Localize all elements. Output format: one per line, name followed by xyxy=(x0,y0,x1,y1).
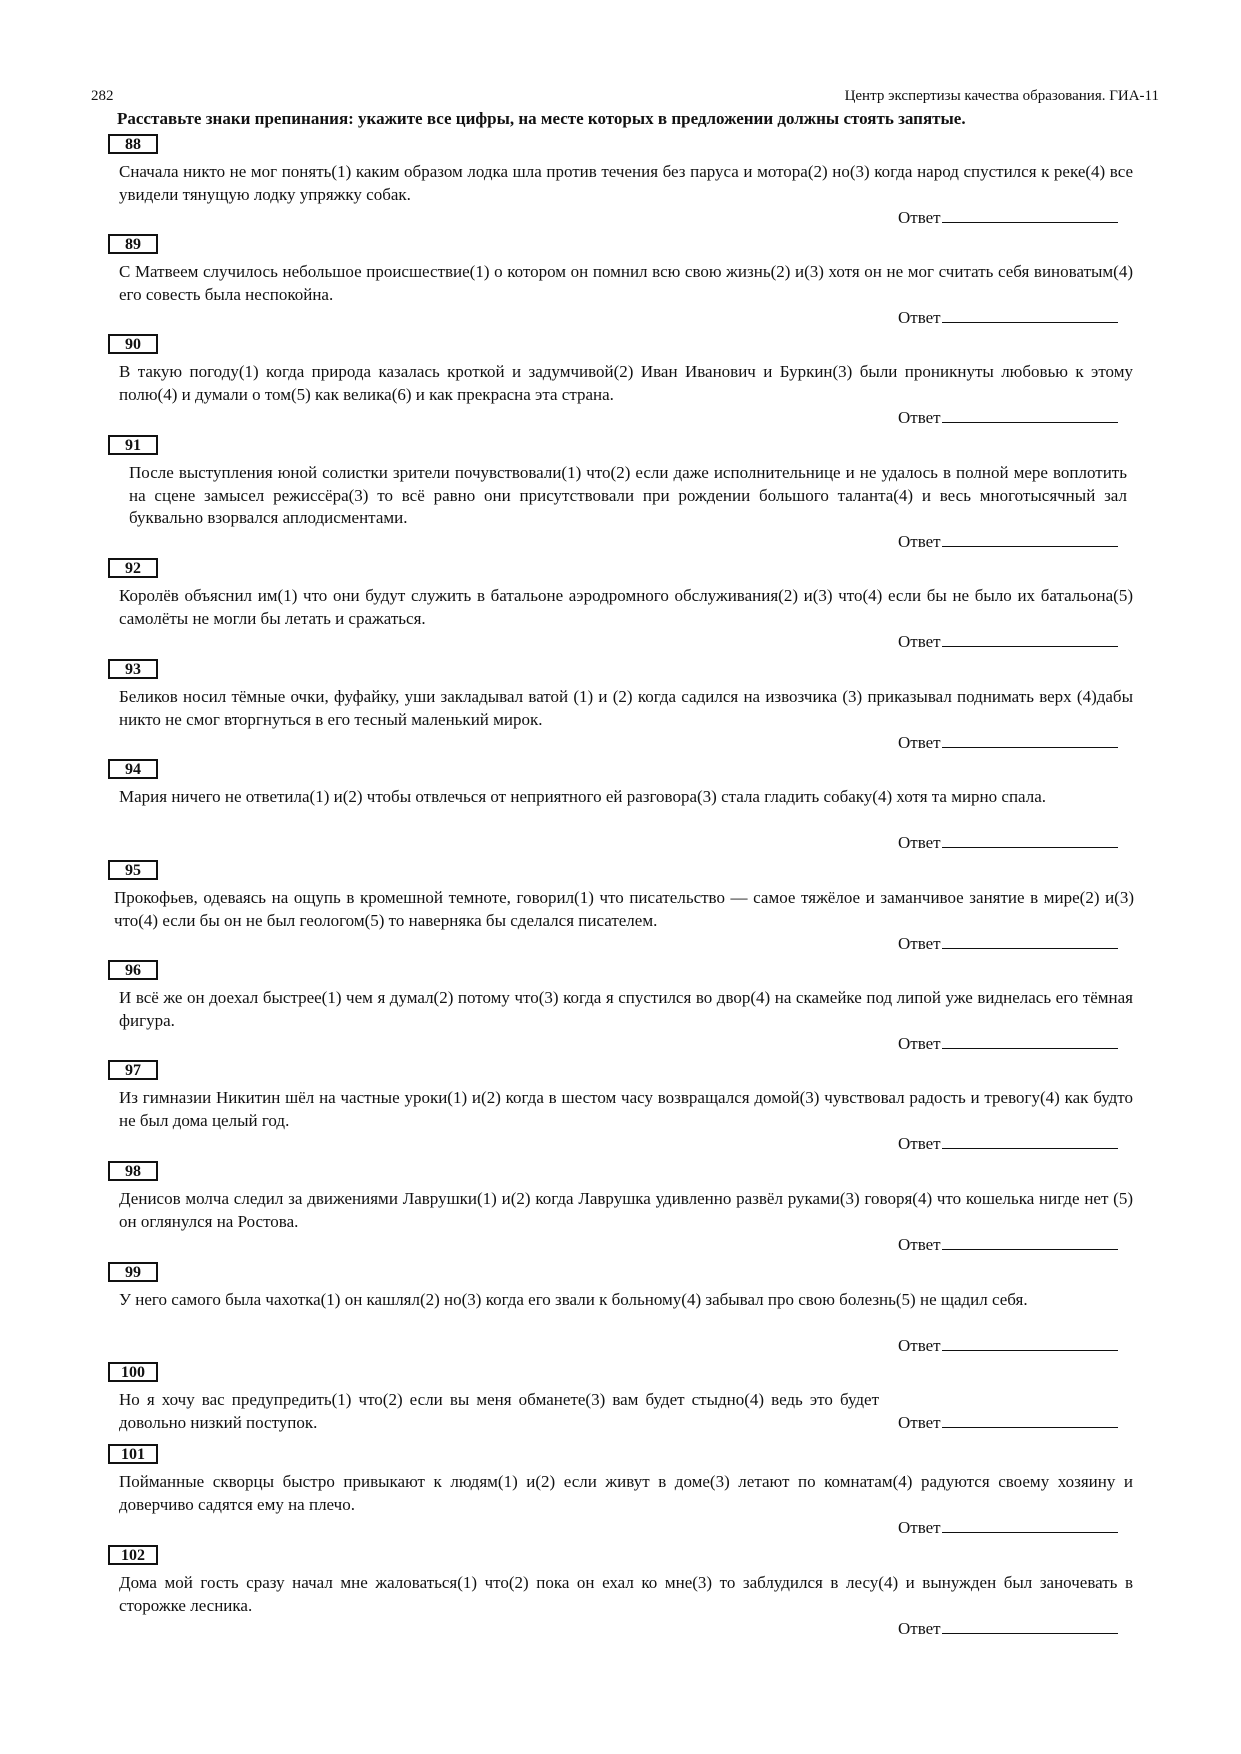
answer-label: Ответ xyxy=(898,1619,941,1638)
answer-line[interactable] xyxy=(942,1517,1118,1533)
answer-line[interactable] xyxy=(942,631,1118,647)
answer-field[interactable] xyxy=(898,531,1118,552)
task-text: Дома мой гость сразу начал мне жаловаться(1) что(2) пока он ехал ко мне(3) то заблудился в лесу(4) и вынужден был заночевать в сторожке лесника. xyxy=(119,1573,1133,1615)
task-number-box: 101 xyxy=(108,1444,158,1464)
answer-label: Ответ xyxy=(898,833,941,852)
running-header: Центр экспертизы качества образования. ГИА-11 xyxy=(844,88,1159,104)
answer-line[interactable] xyxy=(942,1033,1118,1049)
answer-label: Ответ xyxy=(898,1134,941,1153)
answer-field[interactable] xyxy=(898,1412,1118,1433)
task-text: Но я хочу вас предупредить(1) что(2) если вы меня обманете(3) вам будет стыдно(4) ведь это будет довольно низкий поступок. xyxy=(119,1390,879,1432)
task-text: Денисов молча следил за движениями Лаврушки(1) и(2) когда Лаврушка удивленно развёл руками(3) говоря(4) что кошелька нигде нет (5) он оглянулся на Ростова. xyxy=(119,1189,1133,1231)
answer-line[interactable] xyxy=(942,1133,1118,1149)
answer-field[interactable] xyxy=(898,631,1118,652)
answer-label: Ответ xyxy=(898,1034,941,1053)
answer-field[interactable] xyxy=(898,1234,1118,1255)
task-number-box: 91 xyxy=(108,435,158,455)
answer-line[interactable] xyxy=(942,1412,1118,1428)
answer-label: Ответ xyxy=(898,733,941,752)
answer-label: Ответ xyxy=(898,934,941,953)
answer-line[interactable] xyxy=(942,1234,1118,1250)
answer-field[interactable] xyxy=(898,832,1118,853)
answer-label: Ответ xyxy=(898,632,941,651)
answer-label: Ответ xyxy=(898,308,941,327)
answer-label: Ответ xyxy=(898,532,941,551)
answer-label: Ответ xyxy=(898,408,941,427)
task-number-box: 90 xyxy=(108,334,158,354)
task-number-box: 89 xyxy=(108,234,158,254)
task-text: Прокофьев, одеваясь на ощупь в кромешной темноте, говорил(1) что писательство — самое тяжёлое и заманчивое занятие в мире(2) и(3) что(4) если бы он не был геологом(5) то наверняка бы сделался писателем. xyxy=(114,888,1134,930)
answer-line[interactable] xyxy=(942,531,1118,547)
answer-field[interactable] xyxy=(898,307,1118,328)
task-number-box: 96 xyxy=(108,960,158,980)
task-number-box: 102 xyxy=(108,1545,158,1565)
answer-line[interactable] xyxy=(942,307,1118,323)
answer-label: Ответ xyxy=(898,208,941,227)
answer-line[interactable] xyxy=(942,1335,1118,1351)
task-text: Сначала никто не мог понять(1) каким образом лодка шла против течения без паруса и мотора(2) но(3) когда народ спустился к реке(4) все увидели тянущую лодку упряжку собак. xyxy=(119,162,1133,204)
task-text: После выступления юной солистки зрители почувствовали(1) что(2) если даже исполнительнице и не удалось в полной мере воплотить на сцене замысел режиссёра(3) то всё равно они присутствовали при рождении большого таланта(4) и весь многотысячный зал буквально взорвался аплодисментами. xyxy=(129,463,1127,527)
task-text: И всё же он доехал быстрее(1) чем я думал(2) потому что(3) когда я спустился во двор(4) на скамейке под липой уже виднелась его тёмная фигура. xyxy=(119,988,1133,1030)
task-text: Мария ничего не ответила(1) и(2) чтобы отвлечься от неприятного ей разговора(3) стала гладить собаку(4) хотя та мирно спала. xyxy=(119,787,1047,806)
answer-field[interactable] xyxy=(898,207,1118,228)
answer-line[interactable] xyxy=(942,933,1118,949)
answer-label: Ответ xyxy=(898,1413,941,1432)
task-number-box: 95 xyxy=(108,860,158,880)
answer-line[interactable] xyxy=(942,1618,1118,1634)
task-text: Из гимназии Никитин шёл на частные уроки(1) и(2) когда в шестом часу возвращался домой(3) чувствовал радость и тревогу(4) как будто не был дома целый год. xyxy=(119,1088,1133,1130)
instruction-heading: Расставьте знаки препинания: укажите все цифры, на месте которых в предложении должны стоять запятые. xyxy=(117,109,966,128)
answer-label: Ответ xyxy=(898,1235,941,1254)
answer-line[interactable] xyxy=(942,732,1118,748)
answer-line[interactable] xyxy=(942,207,1118,223)
answer-label: Ответ xyxy=(898,1336,941,1355)
page-number: 282 xyxy=(91,88,114,104)
answer-field[interactable] xyxy=(898,732,1118,753)
task-number-box: 92 xyxy=(108,558,158,578)
task-text: У него самого была чахотка(1) он кашлял(2) но(3) когда его звали к больному(4) забывал про свою болезнь(5) не щадил себя. xyxy=(119,1290,1028,1309)
task-text: Королёв объяснил им(1) что они будут служить в батальоне аэродромного обслуживания(2) и(3) что(4) если бы не было их батальона(5) самолёты не могли бы летать и сражаться. xyxy=(119,586,1133,628)
answer-field[interactable] xyxy=(898,933,1118,954)
task-number-box: 97 xyxy=(108,1060,158,1080)
task-text: С Матвеем случилось небольшое происшествие(1) о котором он помнил всю свою жизнь(2) и(3) хотя он не мог считать себя виноватым(4) его совесть была неспокойна. xyxy=(119,262,1133,304)
answer-field[interactable] xyxy=(898,1133,1118,1154)
task-text: Пойманные скворцы быстро привыкают к людям(1) и(2) если живут в доме(3) летают по комнатам(4) радуются своему хозяину и доверчиво садятся ему на плечо. xyxy=(119,1472,1133,1514)
task-text: Беликов носил тёмные очки, фуфайку, уши закладывал ватой (1) и (2) когда садился на извозчика (3) приказывал поднимать верх (4)дабы никто не смог вторгнуться в его тесный маленький мирок. xyxy=(119,687,1133,729)
answer-field[interactable] xyxy=(898,1335,1118,1356)
task-number-box: 94 xyxy=(108,759,158,779)
answer-field[interactable] xyxy=(898,407,1118,428)
answer-line[interactable] xyxy=(942,832,1118,848)
answer-line[interactable] xyxy=(942,407,1118,423)
task-number-box: 98 xyxy=(108,1161,158,1181)
task-number-box: 88 xyxy=(108,134,158,154)
answer-field[interactable] xyxy=(898,1618,1118,1639)
answer-label: Ответ xyxy=(898,1518,941,1537)
task-number-box: 100 xyxy=(108,1362,158,1382)
task-number-box: 99 xyxy=(108,1262,158,1282)
task-text: В такую погоду(1) когда природа казалась кроткой и задумчивой(2) Иван Иванович и Буркин(3) были проникнуты любовью к этому полю(4) и думали о том(5) как велика(6) и как прекрасна эта страна. xyxy=(119,362,1133,404)
answer-field[interactable] xyxy=(898,1517,1118,1538)
task-number-box: 93 xyxy=(108,659,158,679)
answer-field[interactable] xyxy=(898,1033,1118,1054)
